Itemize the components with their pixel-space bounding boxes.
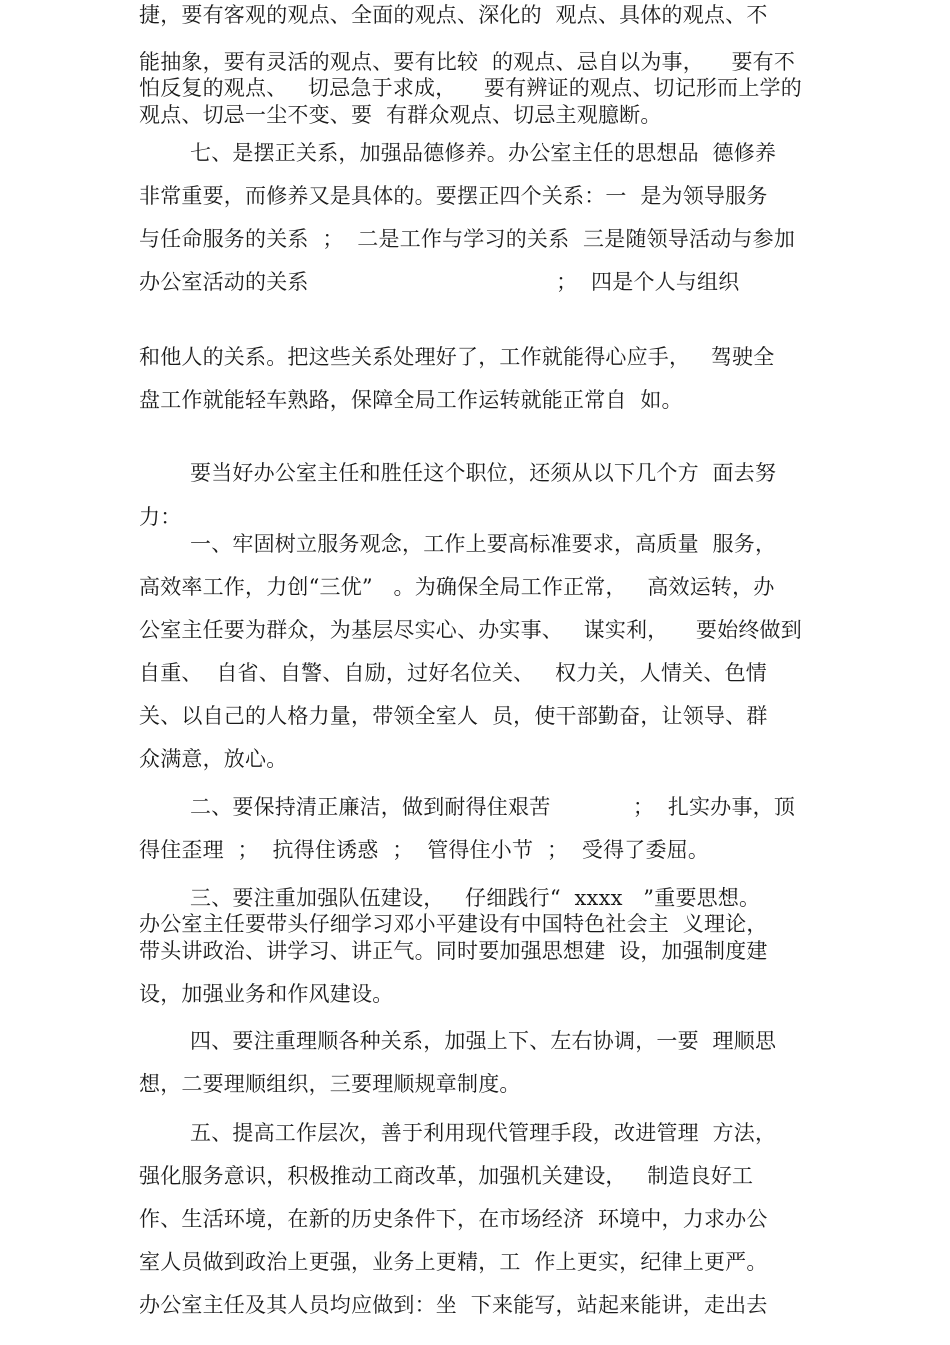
text-line: 想，二要理顺组织，三要理顺规章制度。: [139, 1072, 521, 1096]
text-line: 怕反复的观点、 切忌急于求成， 要有辨证的观点、切记形而上学的: [139, 76, 802, 100]
text-line: 能抽象，要有灵活的观点、要有比较 的观点、忌自以为事， 要有不: [139, 50, 796, 74]
text-line: 得住歪理 ； 抗得住诱惑 ； 管得住小节 ； 受得了委屈。: [139, 838, 710, 862]
text-line: 众满意，放心。: [139, 747, 288, 771]
text-line: 办公室主任及其人员均应做到：坐 下来能写，站起来能讲，走出去: [139, 1293, 768, 1317]
paragraph-start-line: 一、牢固树立服务观念，工作上要高标准要求，高质量 服务，: [190, 532, 777, 556]
text-line: 力：: [139, 505, 182, 529]
paragraph-start-line: 四、要注重理顺各种关系，加强上下、左右协调，一要 理顺思: [190, 1029, 777, 1053]
text-line: 带头讲政治、讲学习、讲正气。同时要加强思想建 设，加强制度建: [139, 939, 768, 963]
text-line: 自重、 自省、自警、自励，过好名位关、 权力关，人情关、色情: [139, 661, 767, 685]
text-line: 捷，要有客观的观点、全面的观点、深化的 观点、具体的观点、不: [139, 3, 768, 27]
text-line: 办公室活动的关系 ； 四是个人与组织: [139, 270, 740, 294]
text-line: 关、以自己的人格力量，带领全室人 员，使干部勤奋，让领导、群: [139, 704, 768, 728]
text-line: 与任命服务的关系 ； 二是工作与学习的关系 三是随领导活动与参加: [139, 227, 796, 251]
text-line: 观点、切忌一尘不变、要 有群众观点、切忌主观臆断。: [139, 103, 662, 127]
paragraph-start-line: 七、是摆正关系，加强品德修养。办公室主任的思想品 德修养: [190, 141, 777, 165]
text-line: 室人员做到政治上更强，业务上更精，工 作上更实，纪律上更严。: [139, 1250, 768, 1274]
text-line: 高效率工作，力创“三优” 。为确保全局工作正常， 高效运转，办: [139, 575, 775, 599]
text-line: 设，加强业务和作风建设。: [139, 982, 394, 1006]
text-line: 非常重要，而修养又是具体的。要摆正四个关系：一 是为领导服务: [139, 184, 768, 208]
text-line: 和他人的关系。把这些关系处理好了，工作就能得心应手， 驾驶全: [139, 345, 775, 369]
paragraph-start-line: 要当好办公室主任和胜任这个职位，还须从以下几个方 面去努: [190, 461, 777, 485]
text-line: 公室主任要为群众，为基层尽实心、办实事、 谋实利， 要始终做到: [139, 618, 802, 642]
paragraph-start-line: 二、要保持清正廉洁，做到耐得住艰苦 ； 扎实办事，顶: [190, 795, 796, 819]
paragraph-start-line: 三、要注重加强队伍建设， 仔细践行“ xxxx ”重要思想。: [190, 886, 761, 910]
text-line: 办公室主任要带头仔细学习邓小平建设有中国特色社会主 义理论，: [139, 912, 768, 936]
text-line: 盘工作就能轻车熟路，保障全局工作运转就能正常自 如。: [139, 388, 683, 412]
paragraph-start-line: 五、提高工作层次，善于利用现代管理手段，改进管理 方法，: [190, 1121, 777, 1145]
text-line: 强化服务意识，积极推动工商改革，加强机关建设， 制造良好工: [139, 1164, 754, 1188]
text-line: 作、生活环境，在新的历史条件下，在市场经济 环境中，力求办公: [139, 1207, 768, 1231]
